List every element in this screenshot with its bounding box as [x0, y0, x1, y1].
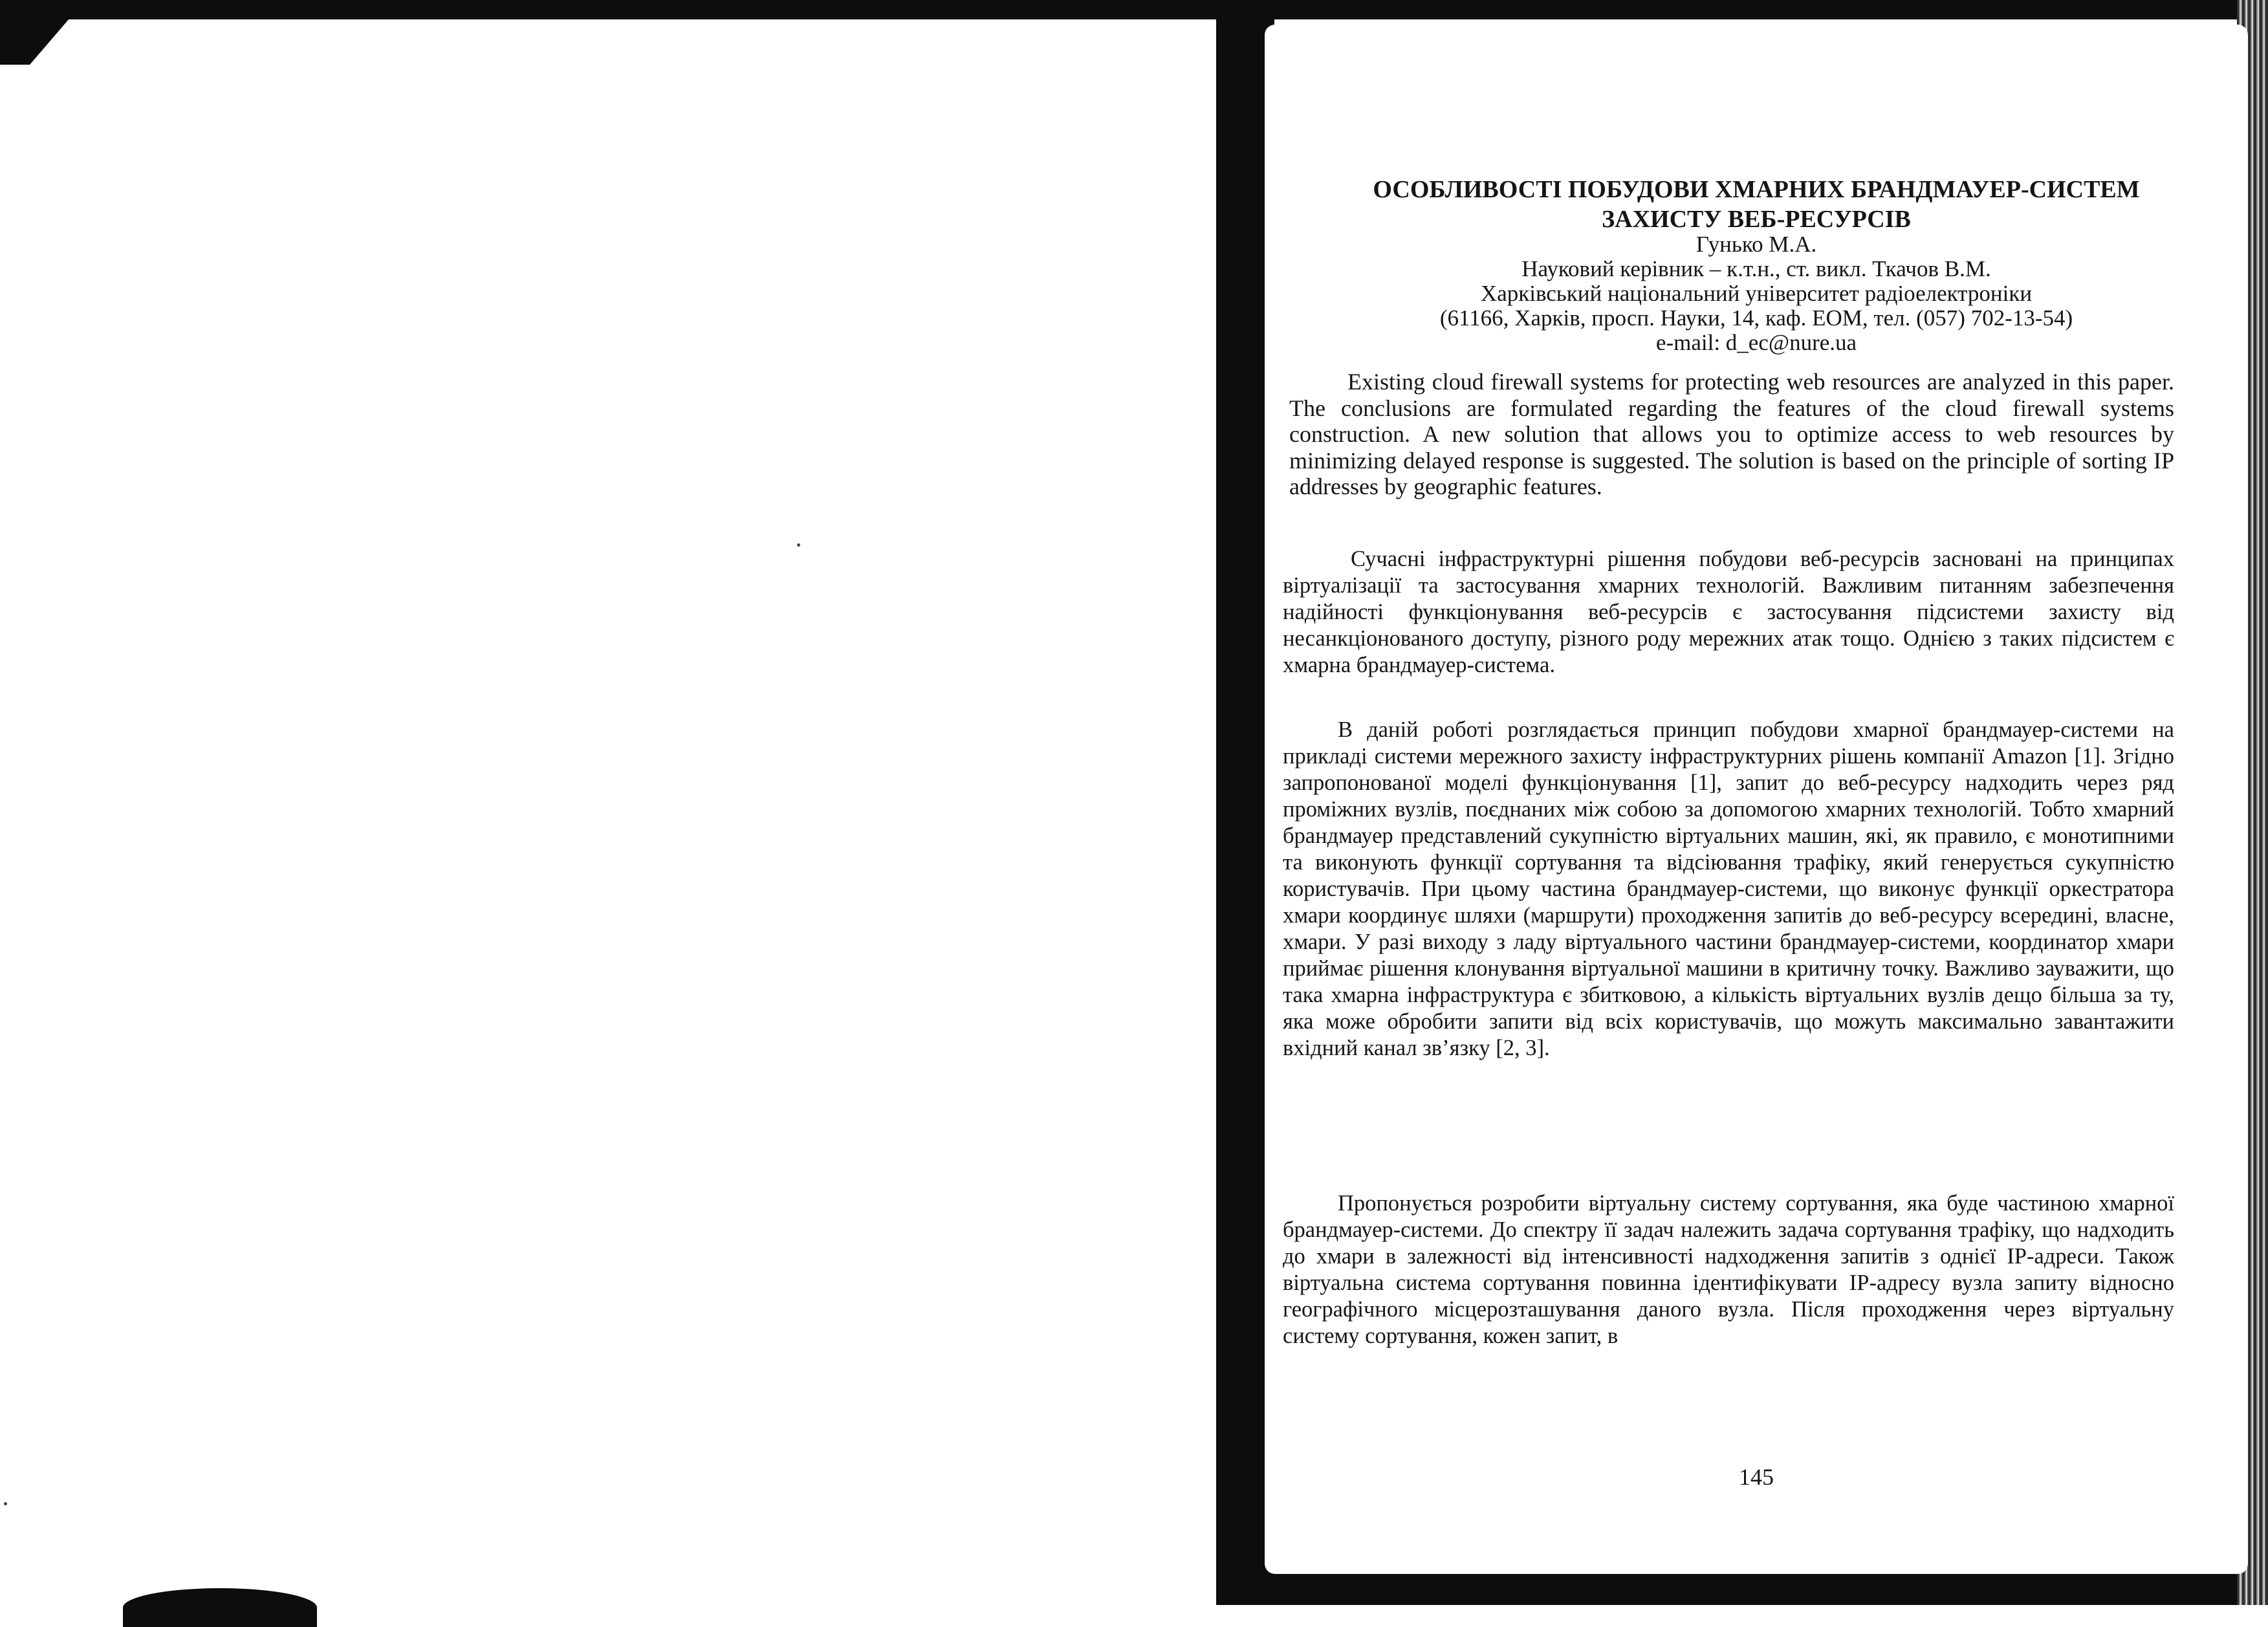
author: Гунько М.А. [1696, 232, 1817, 257]
scan-bottom-edge [1216, 1572, 2268, 1605]
body-paragraph-1: Сучасні інфраструктурні рішення побудови веб-ресурсів засновані на принципах віртуалізації та застосування хмарних технологій. Важливим питанням забезпечення надійності функціонування веб-ресурсів є застосування підсистеми захисту від несанкціонованого доступу, різного роду мережних атак тощо. Однією з таких підсистем є хмарна брандмауер-система. [1283, 547, 2174, 677]
address: (61166, Харків, просп. Науки, 14, каф. ЕОМ, тел. (057) 702-13-54) [1439, 305, 2073, 331]
abstract: Existing cloud firewall systems for protecting web resources are analyzed in this paper. The conclusions are formulated regarding the features of the cloud firewall systems construction. A new solution that allows you to optimize access to web resources by minimizing delayed response is suggested. The solution is based on the principle of sorting IP addresses by geographic features. [1289, 369, 2174, 499]
email: e-mail: d_ec@nure.ua [1655, 330, 1857, 355]
scan-corner-shadow-bottom [123, 1588, 317, 1627]
body-paragraph-3: Пропонується розробити віртуальну систему сортування, яка буде частиною хмарної брандмауер-системи. До спектру її задач належить задача сортування трафіку, що надходить до хмари в залежності від інтенсивності надходження запитів з однієї IP-адреси. Також віртуальна система сортування повинна ідентифікувати IP-адресу вузла запиту відносно географічного місцерозташування даного вузла. Після проходження через віртуальну систему сортування, кожен запит, в [1283, 1191, 2174, 1348]
university: Харківський національний університет радіоелектроніки [1480, 281, 2033, 306]
paper-title-line2: ЗАХИСТУ ВЕБ-РЕСУРСІВ [1602, 206, 1911, 233]
body-paragraph-2: В даній роботі розглядається принцип побудови хмарної брандмауер-системи на прикладі системи мережного захисту інфраструктурних рішень компанії Amazon [1]. Згідно запропонованої моделі функціонування [1], запит до веб-ресурсу надходить через ряд проміжних вузлів, поєднаних між собою за допомогою хмарних технологій. Тобто хмарний брандмауер представлений сукупністю віртуальних машин, які, як правило, є монотипними та виконують функції сортування та відсіювання трафіку, який генерується сукупністю користувачів. При цьому частина брандмауер-системи, що виконує функції оркестратора хмари координує шляхи (маршрути) проходження запитів до веб-ресурсу всередині, власне, хмари. У разі виходу з ладу віртуального частини брандмауер-системи, координатор хмари приймає рішення клонування віртуальної машини в критичну точку. Важливо зауважити, що така хмарна інфраструктура є збитковою, а кількість віртуальних вузлів дещо більша за ту, яка може обробити запити від всіх користувачів, що можуть максимально завантажити вхідний канал зв’язку [2, 3]. [1283, 717, 2174, 1060]
supervisor: Науковий керівник – к.т.н., ст. викл. Ткачов В.М. [1521, 256, 1991, 281]
right-page [1265, 25, 2248, 1574]
page-number: 145 [1739, 1464, 1774, 1490]
paper-title-line1: ОСОБЛИВОСТІ ПОБУДОВИ ХМАРНИХ БРАНДМАУЕР-СИСТЕМ [1373, 176, 2140, 203]
scan-speck [4, 1502, 7, 1505]
scan-speck [797, 543, 800, 547]
scan-top-edge [0, 0, 2268, 19]
